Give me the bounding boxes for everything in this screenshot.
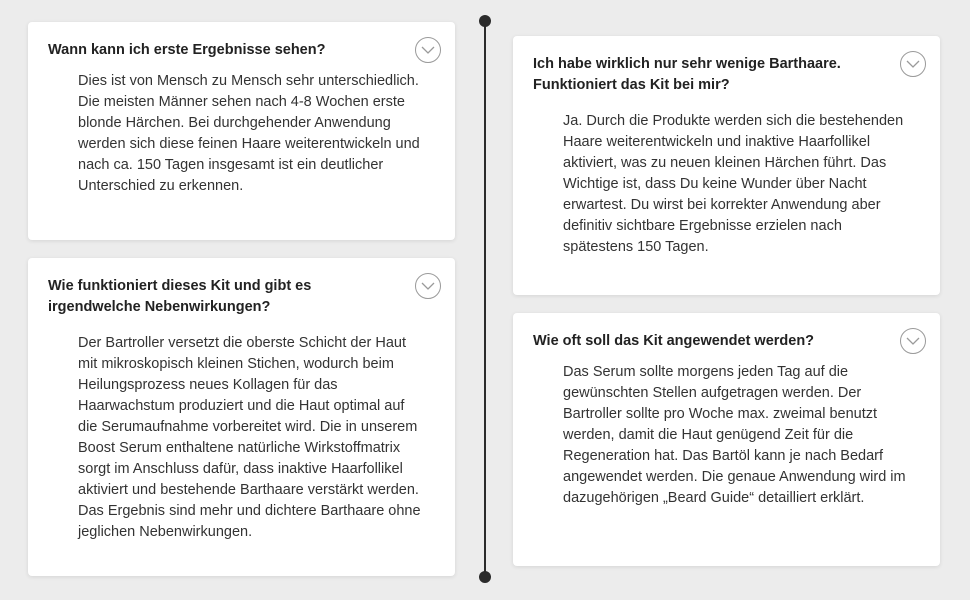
faq-toggle-button[interactable] xyxy=(415,273,441,299)
faq-answer: Der Bartroller versetzt die oberste Schicht der Haut mit mikroskopisch kleinen Stichen, wodurch beim Heilungsprozess neues Kollagen für das Haarwachstum produziert und die Haut optimal auf die Serumaufnahme vorbereitet wird. Die in unserem Boost Serum enthaltene natürliche Wirkstoffmatrix sorgt im Anschluss dafür, dass inaktive Haarfollikel aktiviert und bestehende Barthaare verstärkt werden. Das Ergebnis sind mehr und dichtere Barthaare ohne jeglichen Nebenwirkungen. xyxy=(78,335,421,540)
faq-question[interactable]: Wie funktioniert dieses Kit und gibt es irgendwelche Nebenwirkungen? xyxy=(48,278,312,315)
faq-answer: Das Serum sollte morgens jeden Tag auf die gewünschten Stellen aufgetragen werden. Der Bartroller sollte pro Woche max. zweimal benutzt werden, damit die Haut genügend Zeit für die Regeneration hat. Das Bartöl kann je nach Bedarf angewendet werden. Die genaue Anwendung wird im dazugehörigen „Beard Guide“ detailliert erklärt. xyxy=(563,364,906,506)
timeline-line xyxy=(484,21,486,577)
chevron-down-icon xyxy=(906,337,920,345)
chevron-down-icon xyxy=(421,46,435,54)
faq-question[interactable]: Ich habe wirklich nur sehr wenige Barthaare. Funktioniert das Kit bei mir? xyxy=(533,56,841,93)
timeline-start-dot xyxy=(479,15,491,27)
faq-toggle-button[interactable] xyxy=(415,37,441,63)
faq-question[interactable]: Wann kann ich erste Ergebnisse sehen? xyxy=(48,42,326,58)
faq-answer: Ja. Durch die Produkte werden sich die bestehenden Haare weiterentwickeln und inaktive Haarfollikel aktiviert, was zu neuen kleinen Härchen führt. Das Wichtige ist, dass Du keine Wunder über Nacht erwartest. Du wirst bei korrekter Anwendung aber definitiv sichtbare Ergebnisse erzielen nach spätestens 150 Tagen. xyxy=(563,113,904,255)
faq-card-results xyxy=(28,22,455,240)
faq-toggle-button[interactable] xyxy=(900,328,926,354)
chevron-down-icon xyxy=(421,282,435,290)
faq-question[interactable]: Wie oft soll das Kit angewendet werden? xyxy=(533,333,815,349)
faq-answer: Dies ist von Mensch zu Mensch sehr unterschiedlich. Die meisten Männer sehen nach 4-8 Wochen erste blonde Härchen. Bei durchgehender Anwendung werden sich diese feinen Haare weiterentwickeln und nach ca. 150 Tagen insgesamt ist ein deutlicher Unterschied zu erkennen. xyxy=(78,73,420,194)
chevron-down-icon xyxy=(906,60,920,68)
faq-card-usage-frequency xyxy=(513,313,940,566)
faq-card-how-it-works xyxy=(28,258,455,576)
timeline-end-dot xyxy=(479,571,491,583)
faq-card-few-hairs xyxy=(513,36,940,295)
faq-toggle-button[interactable] xyxy=(900,51,926,77)
